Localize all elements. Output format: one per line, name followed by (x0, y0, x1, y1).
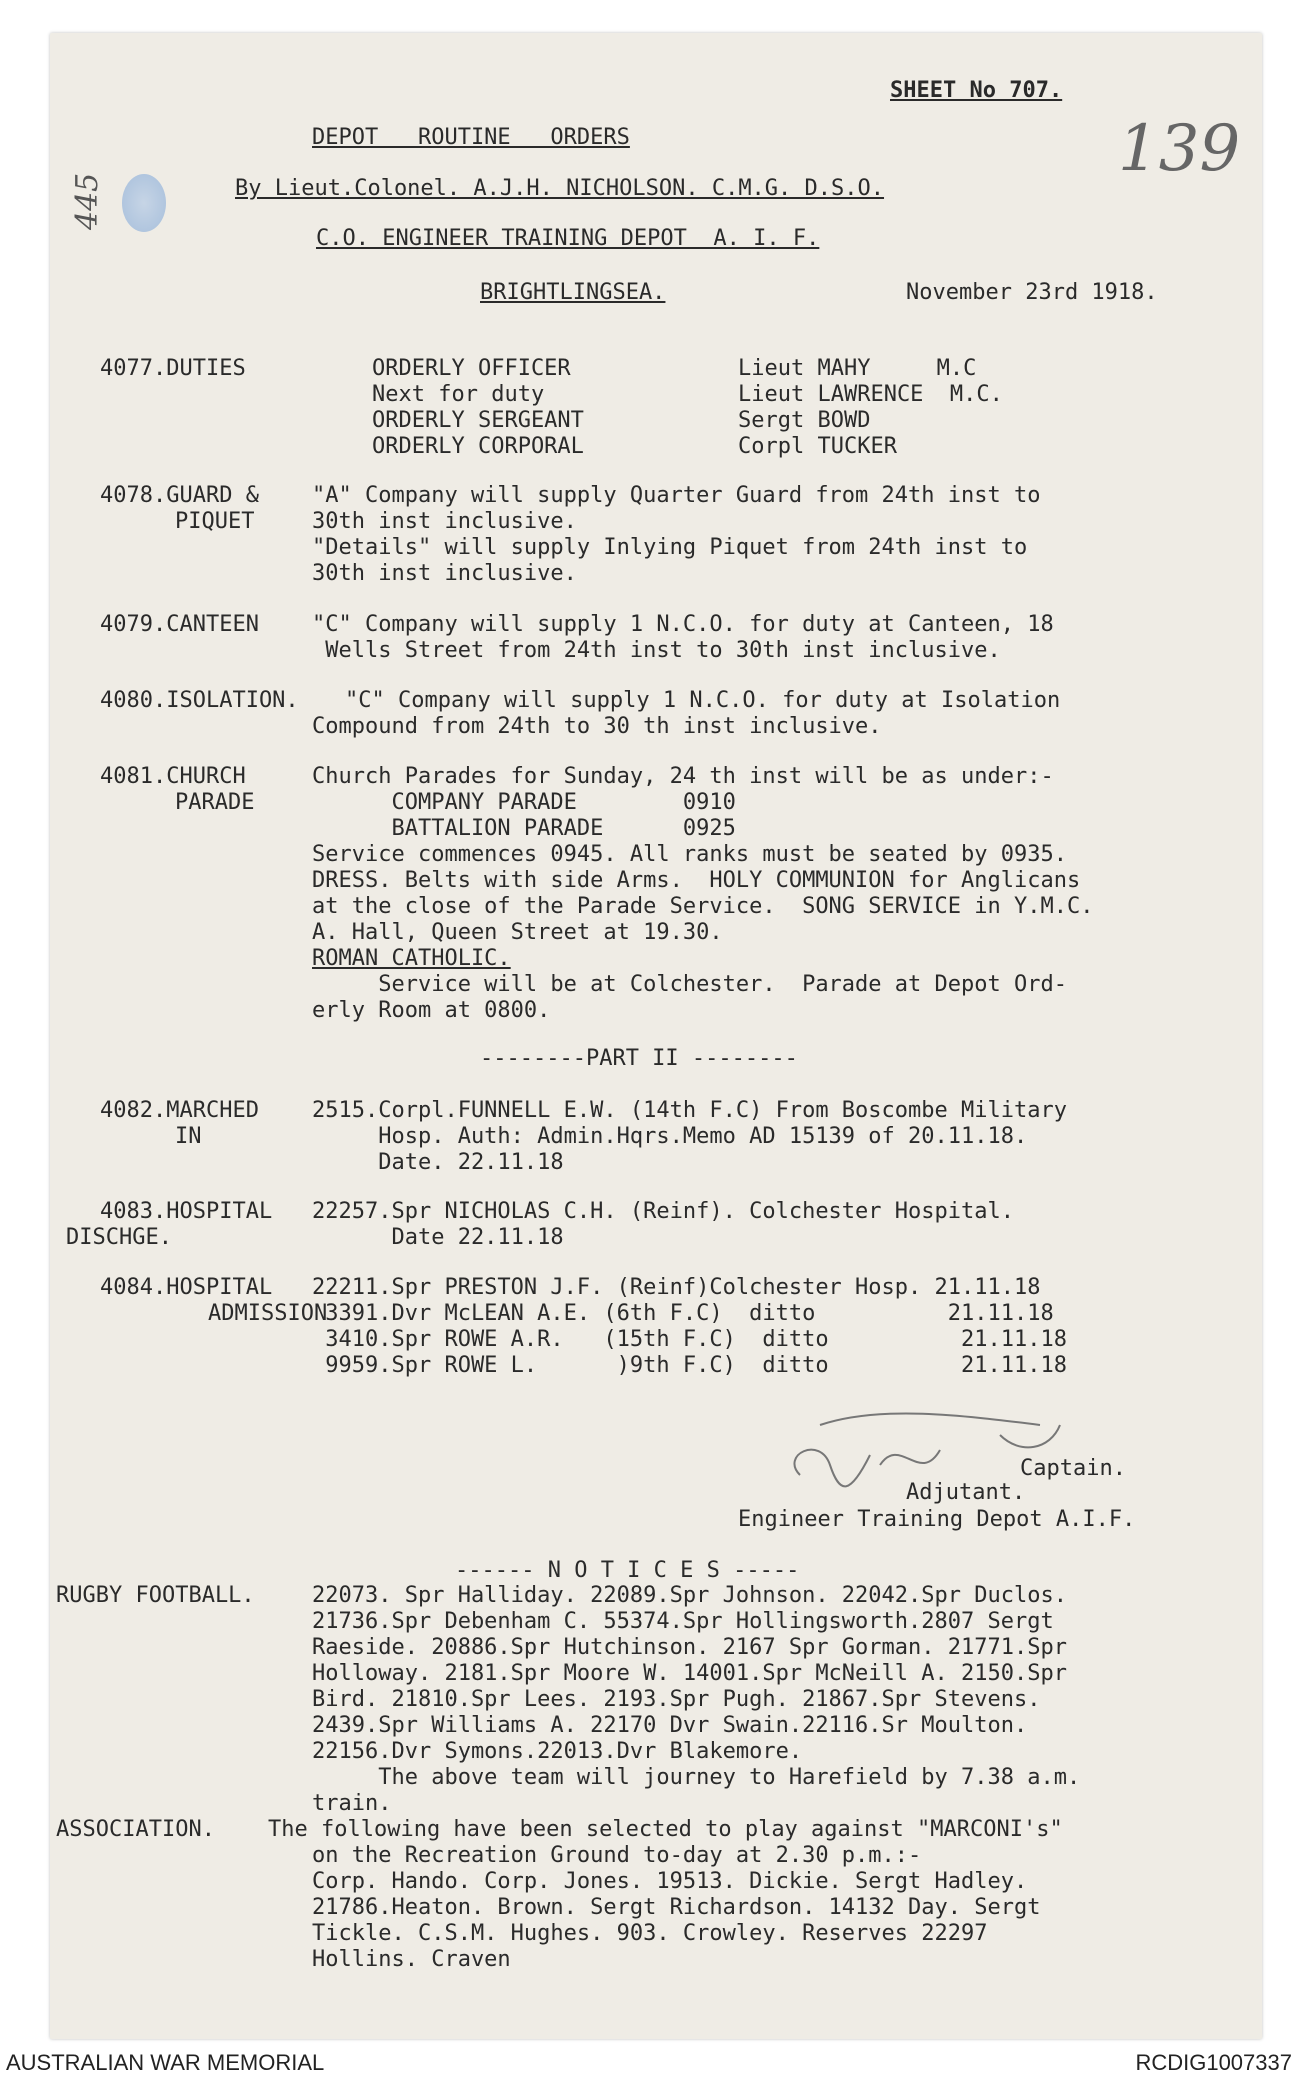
signature-role: Adjutant. (906, 1480, 1026, 1505)
order-text-line: "C" Company will supply 1 N.C.O. for duty at Canteen, 18 (312, 612, 1054, 637)
order-number-cont: IN (175, 1124, 202, 1149)
order-text-line: 2515.Corpl.FUNNELL E.W. (14th F.C) From Boscombe Military (312, 1098, 1067, 1123)
order-text-line: "A" Company will supply Quarter Guard from 24th inst to (312, 483, 1041, 508)
notice-text-line: 21736.Spr Debenham C. 55374.Spr Hollingsworth.2807 Sergt (312, 1609, 1054, 1634)
side-folio-number: 445 (70, 172, 105, 230)
footer-source: AUSTRALIAN WAR MEMORIAL (6, 2050, 325, 2075)
duty-assignee: Lieut LAWRENCE M.C. (738, 382, 1003, 407)
order-text-line: COMPANY PARADE 0910 (312, 790, 736, 815)
order-text-line: Compound from 24th to 30 th inst inclusive. (312, 714, 882, 739)
order-number: 4079.CANTEEN (100, 612, 259, 637)
order-number-cont: PIQUET (175, 509, 255, 534)
order-text-line: "Details" will supply Inlying Piquet from 24th inst to (312, 535, 1028, 560)
notice-text-line: Bird. 21810.Spr Lees. 2193.Spr Pugh. 21867.Spr Stevens. (312, 1687, 1041, 1712)
duty-role: ORDERLY CORPORAL (372, 434, 584, 459)
order-text-line: DRESS. Belts with side Arms. HOLY COMMUNION for Anglicans (312, 868, 1081, 893)
order-text-line: Date 22.11.18 (312, 1225, 564, 1250)
handwritten-folio: 139 (1118, 112, 1241, 186)
order-text-line: Church Parades for Sunday, 24 th inst will be as under:- (312, 764, 1054, 789)
order-number-cont: DISCHGE. (66, 1225, 172, 1250)
signature-rank: Captain. (1020, 1456, 1126, 1481)
duty-assignee: Corpl TUCKER (738, 434, 897, 459)
notice-text-line: Raeside. 20886.Spr Hutchinson. 2167 Spr Gorman. 21771.Spr (312, 1635, 1067, 1660)
duty-role: Next for duty (372, 382, 545, 407)
order-number: 4081.CHURCH (100, 764, 246, 789)
order-text-line: 30th inst inclusive. (312, 561, 577, 586)
notice-text-line: Corp. Hando. Corp. Jones. 19513. Dickie. Sergt Hadley. (312, 1869, 1028, 1894)
signature-unit: Engineer Training Depot A.I.F. (738, 1507, 1136, 1532)
order-text-line: 3410.Spr ROWE A.R. (15th F.C) ditto 21.11.18 (312, 1327, 1067, 1352)
order-number: 4084.HOSPITAL (100, 1275, 273, 1300)
order-text-line: Date. 22.11.18 (312, 1150, 564, 1175)
order-number: 4083.HOSPITAL (100, 1199, 273, 1224)
order-text-line: 22257.Spr NICHOLAS C.H. (Reinf). Colchester Hospital. (312, 1199, 1014, 1224)
order-text-line: A. Hall, Queen Street at 19.30. (312, 920, 723, 945)
order-number: 4080.ISOLATION. (100, 688, 299, 713)
order-number: 4082.MARCHED (100, 1098, 259, 1123)
order-text-line: 22211.Spr PRESTON J.F. (Reinf)Colchester Hosp. 21.11.18 (312, 1275, 1041, 1300)
place: BRIGHTLINGSEA. (480, 280, 666, 305)
order-number: 4077.DUTIES (100, 356, 246, 381)
order-number-cont: PARADE (175, 790, 255, 815)
duty-assignee: Lieut MAHY M.C (738, 356, 977, 381)
order-text-line: Wells Street from 24th inst to 30th inst inclusive. (312, 638, 1001, 663)
order-number: 4078.GUARD & (100, 483, 259, 508)
order-text-line: Hosp. Auth: Admin.Hqrs.Memo AD 15139 of 20.11.18. (312, 1124, 1028, 1149)
order-text-line: Service will be at Colchester. Parade at Depot Ord- (312, 972, 1067, 997)
notice-text-line: Tickle. C.S.M. Hughes. 903. Crowley. Reserves 22297 (312, 1921, 988, 1946)
order-text-line: 9959.Spr ROWE L. )9th F.C) ditto 21.11.18 (312, 1353, 1067, 1378)
notice-text-line: on the Recreation Ground to-day at 2.30 p.m.:- (312, 1843, 922, 1868)
duty-role: ORDERLY SERGEANT (372, 408, 584, 433)
order-text-line: ROMAN CATHOLIC. (312, 946, 511, 971)
date: November 23rd 1918. (906, 280, 1158, 305)
ink-stamp-icon (122, 174, 166, 232)
duty-role: ORDERLY OFFICER (372, 356, 571, 381)
order-text-line: 30th inst inclusive. (312, 509, 577, 534)
depot-line: C.O. ENGINEER TRAINING DEPOT A. I. F. (316, 226, 820, 251)
notice-text-line: The following have been selected to play against "MARCONI's" (268, 1817, 1063, 1842)
footer-id: RCDIG1007337 (1135, 2050, 1292, 2075)
sheet-number: SHEET No 707. (890, 78, 1063, 103)
notice-text-line: The above team will journey to Harefield by 7.38 a.m. (312, 1765, 1081, 1790)
commanding-officer-line: By Lieut.Colonel. A.J.H. NICHOLSON. C.M.G. D.S.O. (235, 176, 885, 201)
order-text-line: BATTALION PARADE 0925 (312, 816, 736, 841)
document-title: DEPOT ROUTINE ORDERS (312, 125, 630, 150)
notices-heading: ------ N O T I C E S ----- (455, 1558, 800, 1583)
notice-label: RUGBY FOOTBALL. (56, 1583, 255, 1608)
order-number-cont: ADMISSION (208, 1301, 328, 1326)
order-text-line: "C" Company will supply 1 N.C.O. for duty at Isolation (345, 688, 1061, 713)
notice-text-line: Holloway. 2181.Spr Moore W. 14001.Spr McNeill A. 2150.Spr (312, 1661, 1067, 1686)
notice-text-line: 22156.Dvr Symons.22013.Dvr Blakemore. (312, 1739, 803, 1764)
notice-text-line: 22073. Spr Halliday. 22089.Spr Johnson. 22042.Spr Duclos. (312, 1583, 1067, 1608)
notice-text-line: Hollins. Craven (312, 1947, 511, 1972)
part-two-heading: --------PART II -------- (480, 1046, 798, 1071)
notice-text-line: 21786.Heaton. Brown. Sergt Richardson. 14132 Day. Sergt (312, 1895, 1041, 1920)
order-text-line: erly Room at 0800. (312, 998, 551, 1023)
order-text-line: Service commences 0945. All ranks must be seated by 0935. (312, 842, 1067, 867)
duty-assignee: Sergt BOWD (738, 408, 871, 433)
order-text-line: at the close of the Parade Service. SONG SERVICE in Y.M.C. (312, 894, 1094, 919)
notice-label: ASSOCIATION. (56, 1817, 215, 1842)
notice-text-line: train. (312, 1791, 392, 1816)
notice-text-line: 2439.Spr Williams A. 22170 Dvr Swain.22116.Sr Moulton. (312, 1713, 1028, 1738)
order-text-line: 3391.Dvr McLEAN A.E. (6th F.C) ditto 21.11.18 (312, 1301, 1054, 1326)
